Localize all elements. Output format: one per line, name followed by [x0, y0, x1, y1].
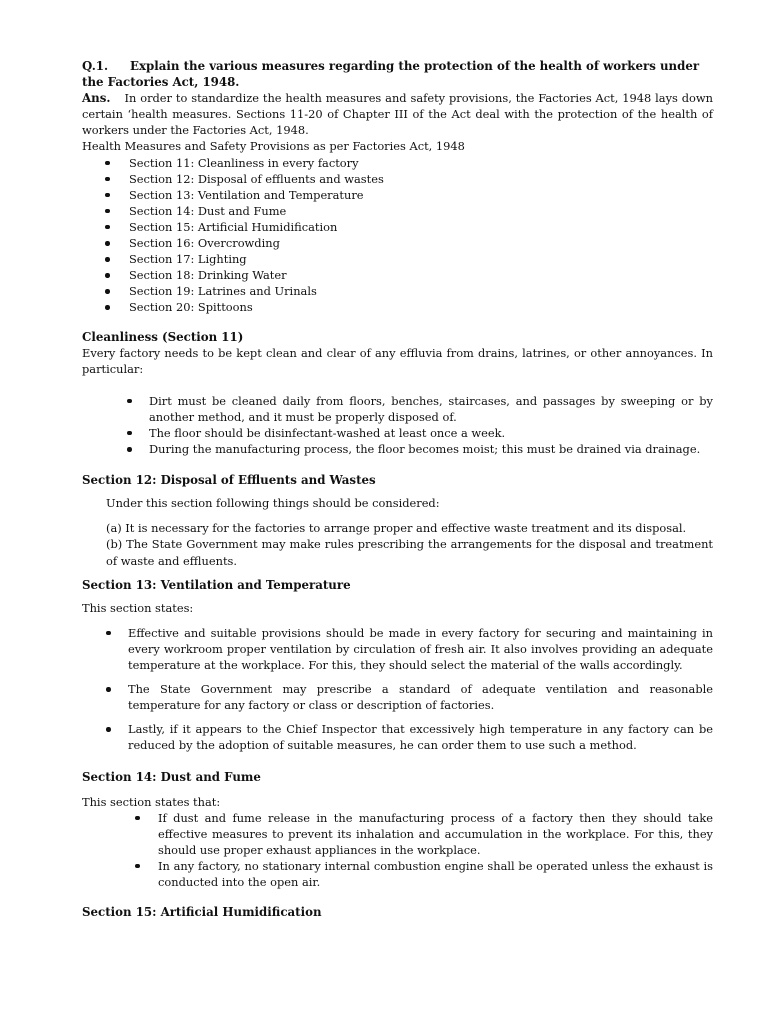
question-heading — [82, 58, 713, 74]
answer-label: Ans. — [82, 91, 111, 106]
question-text-line1: Explain the various measures regarding the protection of the health of workers under — [130, 59, 700, 73]
cleanliness-points — [82, 393, 713, 457]
question-text-line2: the Factories Act, 1948. — [82, 75, 240, 90]
list-item: In any factory, no stationary internal combustion engine shall be operated unless the exhaust is conducted into the open air. — [82, 858, 713, 890]
list-item: Section 13: Ventilation and Temperature — [82, 187, 713, 203]
question-number: Q.1. — [82, 59, 109, 73]
list-item: Section 20: Spittoons — [82, 299, 713, 315]
section12-heading: Section 12: Disposal of Effluents and Wastes — [82, 473, 376, 488]
list-item: Section 12: Disposal of effluents and wastes — [82, 171, 713, 187]
section12-item-a: (a) It is necessary for the factories to arrange proper and effective waste treatment and its disposal. — [106, 521, 687, 536]
list-item: Section 14: Dust and Fume — [82, 203, 713, 219]
section14-points — [82, 810, 713, 890]
cleanliness-heading: Cleanliness (Section 11) — [82, 329, 244, 344]
answer-text: In order to standardize the health measures and safety provisions, the Factories Act, 1948 lays down certain ‘health measures. Sections 11-20 of Chapter III of the Act deal with the protection of the health of workers under the Factories Act, 1948. — [82, 91, 713, 138]
list-item: Lastly, if it appears to the Chief Inspector that excessively high temperature in any factory can be reduced by the adoption of suitable measures, he can order them to use such a method. — [82, 721, 713, 753]
list-item: If dust and fume release in the manufacturing process of a factory then they should take effective measures to prevent its inhalation and accumulation in the workplace. For this, they should use proper exhaust appliances in the workplace. — [82, 810, 713, 858]
section13-heading: Section 13: Ventilation and Temperature — [82, 577, 351, 592]
section15-heading: Section 15: Artificial Humidification — [82, 905, 322, 920]
section12-intro: Under this section following things should be considered: — [106, 496, 440, 511]
cleanliness-intro: Every factory needs to be kept clean and clear of any effluvia from drains, latrines, or other annoyances. In particular: — [82, 345, 713, 376]
sections-list — [82, 155, 713, 316]
section12-item-b: (b) The State Government may make rules prescribing the arrangements for the disposal and treatment of waste and effluents. — [106, 537, 713, 568]
section14-intro: This section states that: — [82, 794, 221, 809]
section14-heading: Section 14: Dust and Fume — [82, 770, 261, 785]
list-item: Section 16: Overcrowding — [82, 235, 713, 251]
answer-subheading: Health Measures and Safety Provisions as per Factories Act, 1948 — [82, 139, 465, 154]
list-item: Section 17: Lighting — [82, 251, 713, 267]
list-item: Effective and suitable provisions should be made in every factory for securing and maintaining in every workroom proper ventilation by circulation of fresh air. It also involves providing an adequate temperature at the workplace. For this, they should select the material of the walls accordingly. — [82, 625, 713, 673]
section13-intro: This section states: — [82, 600, 194, 615]
list-item: Section 15: Artificial Humidification — [82, 219, 713, 235]
list-item: Section 11: Cleanliness in every factory — [82, 155, 713, 171]
section13-points — [82, 625, 713, 754]
list-item: Section 18: Drinking Water — [82, 267, 713, 283]
list-item: Section 19: Latrines and Urinals — [82, 283, 713, 299]
list-item: Dirt must be cleaned daily from floors, benches, staircases, and passages by sweeping or by another method, and it must be properly disposed of. — [82, 393, 713, 425]
list-item: The floor should be disinfectant-washed at least once a week. — [82, 425, 713, 441]
list-item: During the manufacturing process, the floor becomes moist; this must be drained via drainage. — [82, 441, 713, 457]
list-item: The State Government may prescribe a standard of adequate ventilation and reasonable temperature for any factory or class or description of factories. — [82, 681, 713, 713]
answer-paragraph — [82, 90, 713, 138]
